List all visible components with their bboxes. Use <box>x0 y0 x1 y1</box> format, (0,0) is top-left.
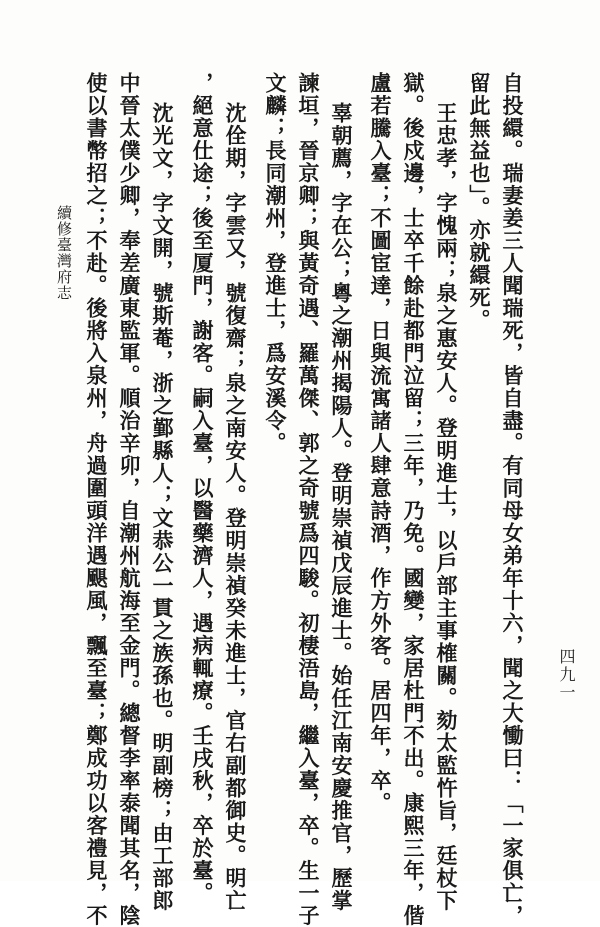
text-column: 盧若騰入臺；不圖宦達，日與流寓諸人肆意詩酒，作方外客。居四年，卒。 <box>368 72 393 815</box>
text-column: 自投繯。瑞妻姜三人聞瑞死，皆自盡。有同母女弟年十六，聞之大慟曰：「一家俱亡， <box>500 72 525 927</box>
text-column: 中晉太僕少卿，奉差廣東監軍。順治辛卯，自潮州航海至金門。總督李率泰聞其名，陰 <box>117 72 142 927</box>
text-column: 諫垣，晉京卿；與黃奇遇、羅萬傑、郭之奇號爲四駿。初棲浯島，繼入臺，卒。生一子 <box>296 72 321 927</box>
page-number: 四九一 <box>557 648 576 702</box>
text-column: 沈光文，字文開，號斯菴，浙之鄞縣人；文恭公一貫之族孫也。明副榜；由工部郎 <box>150 102 175 912</box>
text-column: 獄。後戍邊，士卒千餘赴都門泣留；三年，乃免。國變，家居杜門不出。康熙三年，偕 <box>401 72 426 927</box>
running-header: 續修臺灣府志 <box>55 205 73 301</box>
text-column: 王忠孝，字愧兩；泉之惠安人。登明進士，以戶部主事榷關。劾太監忤旨，廷杖下 <box>434 102 459 912</box>
text-column: 辜朝薦，字在公；粵之潮州揭陽人。登明崇禎戊辰進士。始任江南安慶推官，歷掌 <box>329 102 354 912</box>
text-column: ，絕意仕途；後至厦門，謝客。嗣入臺，以醫藥濟人，遇病輒療。壬戌秋，卒於臺。 <box>190 72 215 905</box>
text-column: 文麟；長同潮州，登進士，爲安溪令。 <box>263 72 288 455</box>
text-column: 沈佺期，字雲又，號復齋；泉之南安人。登明崇禎癸未進士，官右副都御史。明亡 <box>223 102 248 912</box>
text-column: 使以書幣招之；不赴。後將入泉州，舟過圍頭洋遇颶風，飄至臺；鄭成功以客禮見，不 <box>84 72 109 927</box>
text-column: 留此無益也」。亦就繯死。 <box>467 72 492 332</box>
